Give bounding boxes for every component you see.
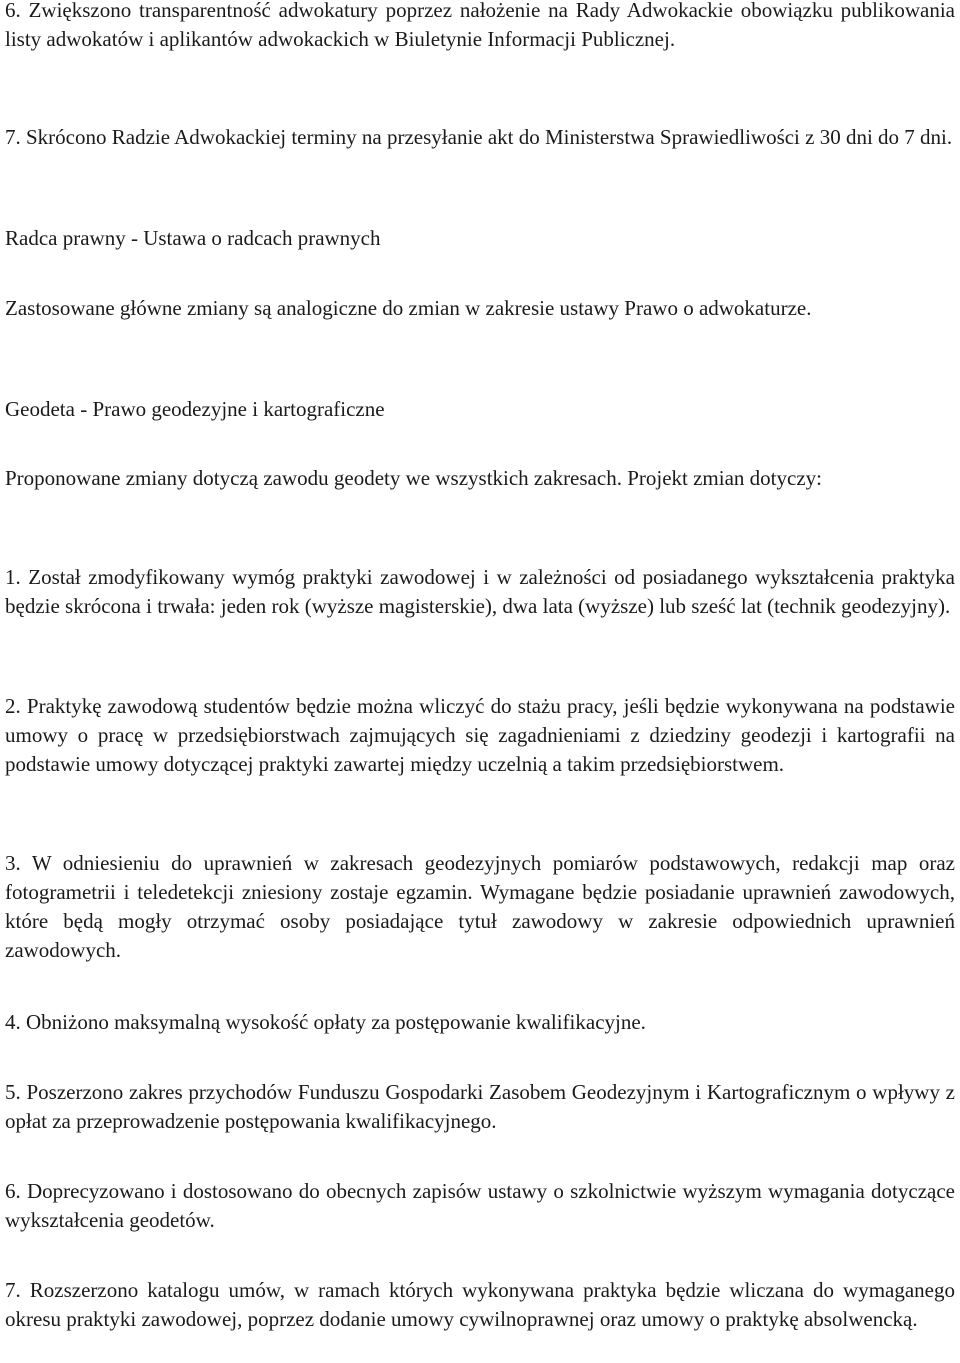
paragraph-surveyor-item-5: 5. Poszerzono zakres przychodów Funduszu Gospodarki Zasobem Geodezyjnym i Kartograficznym o wpływy z opłat za przeprowadzenie postępowania kwalifikacyjnego. [5, 1080, 955, 1133]
paragraph-surveyor-item-6: 6. Doprecyzowano i dostosowano do obecnych zapisów ustawy o szkolnictwie wyższym wymagania dotyczące wykształcenia geodetów. [5, 1179, 955, 1232]
paragraph-surveyor-intro: Proponowane zmiany dotyczą zawodu geodety we wszystkich zakresach. Projekt zmian dotyczy: [5, 466, 822, 490]
heading-legal-counsel: Radca prawny - Ustawa o radcach prawnych [5, 226, 381, 250]
paragraph-legal-counsel: Zastosowane główne zmiany są analogiczne do zmian w zakresie ustawy Prawo o adwokaturze. [5, 296, 812, 320]
paragraph-advocacy-item-7: 7. Skrócono Radzie Adwokackiej terminy na przesyłanie akt do Ministerstwa Sprawiedliwości z 30 dni do 7 dni. [5, 125, 953, 149]
paragraph-surveyor-item-4: 4. Obniżono maksymalną wysokość opłaty za postępowanie kwalifikacyjne. [5, 1010, 646, 1034]
heading-surveyor: Geodeta - Prawo geodezyjne i kartograficzne [5, 397, 385, 421]
paragraph-advocacy-item-6: 6. Zwiększono transparentność adwokatury poprzez nałożenie na Rady Adwokackie obowiązku publikowania listy adwokatów i aplikantów adwokackich w Biuletynie Informacji Publicznej. [5, 0, 955, 51]
paragraph-surveyor-item-2: 2. Praktykę zawodową studentów będzie można wliczyć do stażu pracy, jeśli będzie wykonywana na podstawie umowy o pracę w przedsiębiorstwach zajmujących się zagadnieniami z dziedziny geodezji i kartografii na podstawie umowy dotyczącej praktyki zawartej między uczelnią a takim przedsiębiorstwem. [5, 694, 955, 776]
paragraph-surveyor-item-3: 3. W odniesieniu do uprawnień w zakresach geodezyjnych pomiarów podstawowych, redakcji map oraz fotogrametrii i teledetekcji zniesiony zostaje egzamin. Wymagane będzie posiadanie uprawnień zawodowych, które będą mogły otrzymać osoby posiadające tytuł zawodowy w zakresie odpowiednich uprawnień zawodowych. [5, 851, 955, 962]
paragraph-surveyor-item-1: 1. Został zmodyfikowany wymóg praktyki zawodowej i w zależności od posiadanego wykształcenia praktyka będzie skrócona i trwała: jeden rok (wyższe magisterskie), dwa lata (wyższe) lub sześć lat (technik geodezyjny). [5, 565, 955, 618]
paragraph-surveyor-item-7: 7. Rozszerzono katalogu umów, w ramach których wykonywana praktyka będzie wliczana do wymaganego okresu praktyki zawodowej, poprzez dodanie umowy cywilnoprawnej oraz umowy o praktykę absolwencką. [5, 1278, 955, 1331]
